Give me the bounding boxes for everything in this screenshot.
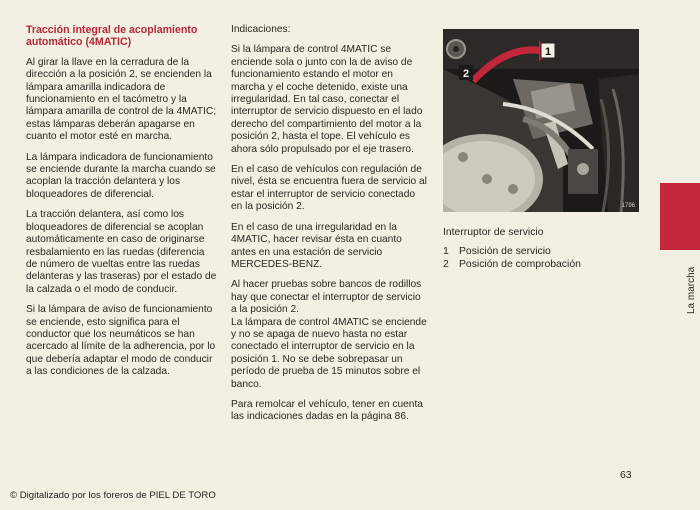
caption-item-text: Posición de servicio: [459, 246, 551, 258]
paragraph: En el caso de una irregularidad en la 4MATIC, hacer revisar ésta en cuanto antes en una estación de servicio MERCEDES-BENZ.: [231, 221, 402, 270]
engine-compartment-photo: [443, 29, 639, 212]
paragraph: Para remolcar el vehículo, tener en cuenta las indicaciones dadas en la página 86.: [231, 398, 423, 423]
caption-item-number: 1: [443, 246, 449, 258]
paragraph: La tracción delantera, así como los bloqueadores de diferencial se acoplan automáticamente en caso de originarse resbalamiento en las ruedas (diferencia de número de vueltas entre las ruedas delanteras y las traseras) por el estado de la calzada o el modo de conducir.: [26, 209, 217, 295]
callout-label-2: 2: [462, 68, 470, 80]
caption-item: [443, 245, 643, 258]
paragraph: Al hacer pruebas sobre bancos de rodillos hay que conectar el interruptor de servicio a la posición 2. La lámpara de control 4MATIC se enciende y no se apaga de nuevo hasta no estar conectado el interruptor de servicio en la posición 1. No se debe sobrepasar un período de prueba de 15 minutos sobre el banco.: [231, 279, 427, 390]
paragraph: Si la lámpara de aviso de funcionamiento se enciende, esto significa para el conductor que los neumáticos se han acercado al límite de la adherencia, por lo que debería adaptar el modo de conducir a las condiciones de la calzada.: [26, 304, 216, 378]
figure-caption: [443, 226, 643, 272]
caption-item-text: Posición de comprobación: [459, 259, 581, 271]
caption-item: [443, 258, 643, 271]
middle-column: [231, 24, 427, 432]
footer-credit: © Digitalizado por los foreros de PIEL DE TORO: [10, 490, 216, 501]
figure-number: 1796: [621, 203, 635, 209]
section-heading: Tracción integral de acoplamiento automático (4MATIC): [26, 24, 198, 49]
indications-heading: Indicaciones:: [231, 24, 291, 35]
left-column: [26, 24, 218, 387]
paragraph: Al girar la llave en la cerradura de la dirección a la posición 2, se encienden la lámpara amarilla indicadora de funcionamiento en el tacómetro y la lámpara amarilla de control de la 4MATIC; estas lámparas deberán apagarse en cuanto el motor esté en marcha.: [26, 56, 217, 143]
section-tab-marker: [660, 183, 700, 250]
page-number: 63: [620, 470, 632, 481]
callout-label-1: 1: [544, 46, 552, 58]
caption-title: Interruptor de servicio: [443, 227, 544, 238]
paragraph: En el caso de vehículos con regulación de nivel, ésta se encuentra fuera de servicio al estar el interruptor de servicio conectado en la posición 2.: [231, 164, 427, 213]
engine-photo-drawing: [443, 29, 639, 212]
paragraph: La lámpara indicadora de funcionamiento se enciende durante la marcha cuando se acoplan la tracción delantera y los bloqueadores de diferencial.: [26, 151, 216, 200]
chapter-side-label: La marcha: [686, 266, 697, 314]
paragraph: Si la lámpara de control 4MATIC se enciende sola o junto con la de aviso de funcionamiento estando el motor en marcha y el coche detenido, existe una irregularidad. En tal caso, conectar el interruptor de servicio dispuesto en el lado derecho del compartimiento del motor a la posición 2, hasta el tope. El vehículo es ahora sólo propulsado por el eje trasero.: [231, 44, 423, 155]
caption-item-number: 2: [443, 259, 449, 271]
